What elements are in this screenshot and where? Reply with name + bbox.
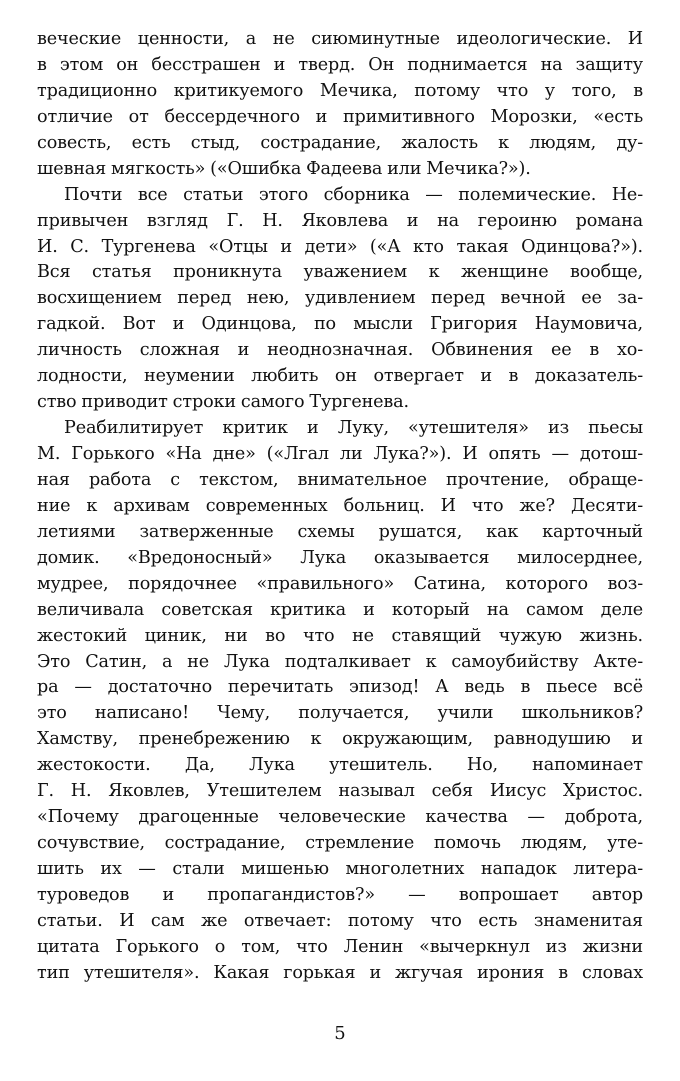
text-line: Вся статья проникнута уважением к женщине вообще, xyxy=(37,262,643,283)
text-line: туроведов и пропагандистов?» — вопрошает автор xyxy=(37,884,643,905)
text-line: статьи. И сам же отвечает: потому что есть знаменитая xyxy=(37,910,643,931)
text-line: цитата Горького о том, что Ленин «вычеркнул из жизни xyxy=(37,936,643,957)
text-line: отличие от бессердечного и примитивного Морозки, «есть xyxy=(37,106,643,127)
text-line: шевная мягкость» («Ошибка Фадеева или Мечика?»). xyxy=(37,158,531,179)
text-line: в этом он бесстрашен и тверд. Он поднимается на защиту xyxy=(37,54,643,75)
text-line: Реабилитирует критик и Луку, «утешителя» из пьесы xyxy=(64,418,643,439)
text-line: Это Сатин, а не Лука подталкивает к самоубийству Акте- xyxy=(37,651,643,672)
text-line: личность сложная и неоднозначная. Обвинения ее в хо- xyxy=(37,340,643,361)
text-line: ра — достаточно перечитать эпизод! А ведь в пьесе всё xyxy=(37,677,643,698)
text-line: величивала советская критика и который на самом деле xyxy=(37,599,643,620)
text-column xyxy=(37,27,643,987)
text-line: И. С. Тургенева «Отцы и дети» («А кто такая Одинцова?»). xyxy=(37,236,643,257)
text-line: гадкой. Вот и Одинцова, по мысли Григория Наумовича, xyxy=(37,314,643,335)
text-line: ние к архивам современных больниц. И что же? Десяти- xyxy=(37,495,643,516)
text-line: сочувствие, сострадание, стремление помочь людям, уте- xyxy=(37,833,643,854)
text-line: мудрее, порядочнее «правильного» Сатина, которого воз- xyxy=(37,573,643,594)
paragraph xyxy=(37,183,643,416)
page-number: 5 xyxy=(334,1023,346,1044)
text-line: Хамству, пренебрежению к окружающим, равнодушию и xyxy=(37,729,643,750)
text-line: восхищением перед нею, удивлением перед вечной ее за- xyxy=(37,288,643,309)
paragraph xyxy=(37,27,643,183)
text-line: «Почему драгоценные человеческие качества — доброта, xyxy=(37,807,643,828)
text-line: привычен взгляд Г. Н. Яковлева и на героиню романа xyxy=(37,210,643,231)
text-line: ная работа с текстом, внимательное прочтение, обраще- xyxy=(37,469,643,490)
text-line: летиями затверженные схемы рушатся, как карточный xyxy=(37,521,643,542)
text-line: Почти все статьи этого сборника — полемические. Не- xyxy=(64,184,643,205)
text-line: шить их — стали мишенью многолетних нападок литера- xyxy=(37,859,643,879)
text-line: жестокости. Да, Лука утешитель. Но, напоминает xyxy=(37,755,643,776)
text-line: традиционно критикуемого Мечика, потому что у того, в xyxy=(37,80,643,101)
text-line: М. Горького «На дне» («Лгал ли Лука?»). И опять — дотош- xyxy=(37,444,643,464)
text-line: Г. Н. Яковлев, Утешителем называл себя Иисус Христос. xyxy=(37,781,643,802)
text-line: лодности, неумении любить он отвергает и в доказатель- xyxy=(37,366,643,387)
text-line: это написано! Чему, получается, учили школьников? xyxy=(37,703,643,724)
text-line: тип утешителя». Какая горькая и жгучая ирония в словах xyxy=(37,962,643,983)
text-line: совесть, есть стыд, сострадание, жалость к людям, ду- xyxy=(37,132,643,153)
paragraph xyxy=(37,416,643,987)
text-line: домик. «Вредоносный» Лука оказывается милосерднее, xyxy=(37,547,643,568)
page-body xyxy=(37,27,643,987)
text-line: веческие ценности, а не сиюминутные идеологические. И xyxy=(37,29,643,49)
text-line: жестокий циник, ни во что не ставящий чужую жизнь. xyxy=(37,625,643,646)
text-line: ство приводит строки самого Тургенева. xyxy=(37,392,409,413)
